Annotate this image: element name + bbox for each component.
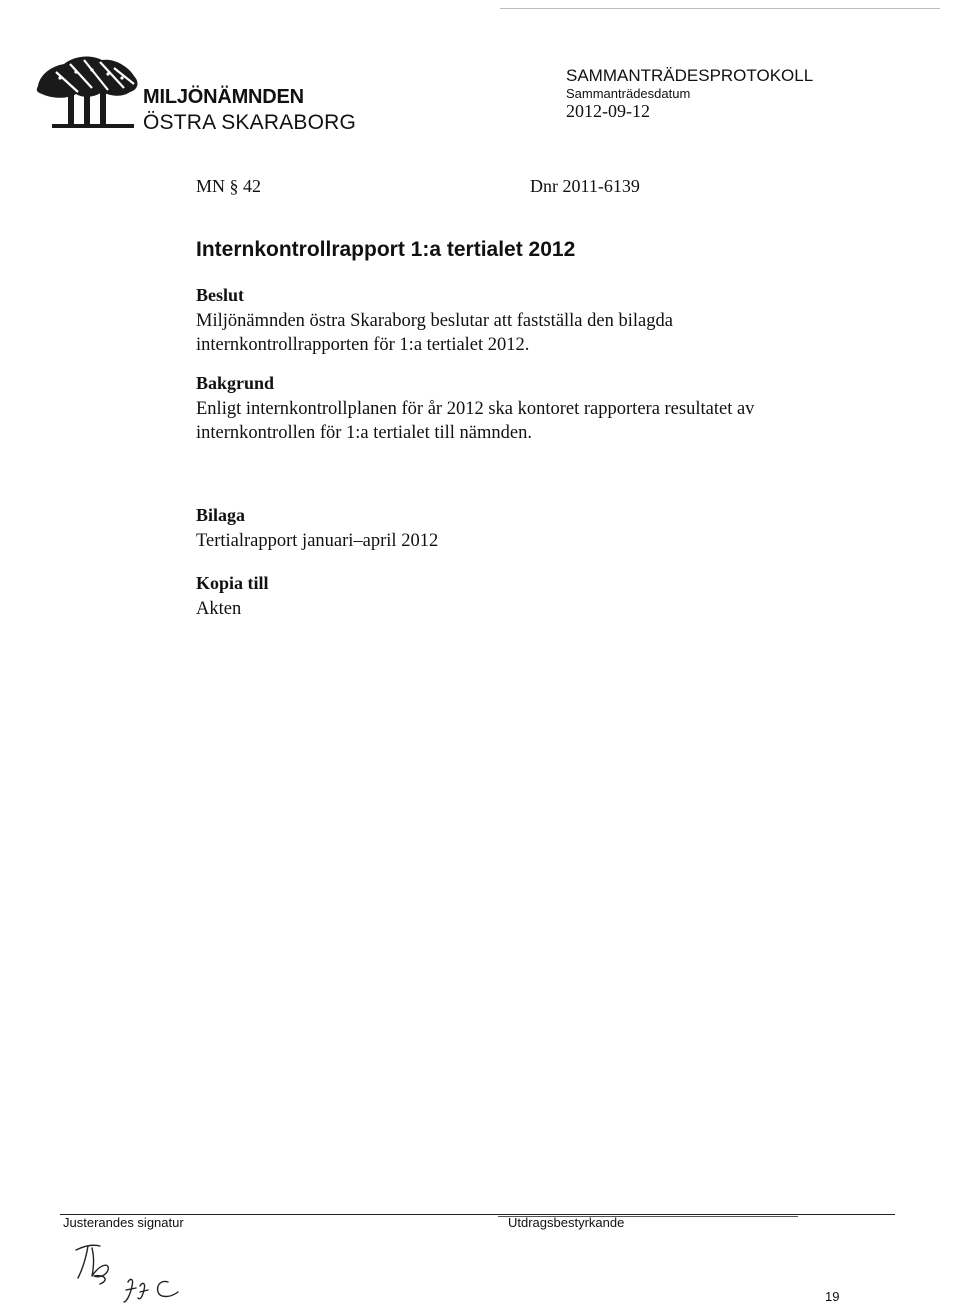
handwritten-initials-icon bbox=[70, 1236, 190, 1308]
copy-to-text: Akten bbox=[196, 599, 242, 619]
copy-to-heading: Kopia till bbox=[196, 573, 269, 593]
meeting-date: 2012-09-12 bbox=[566, 101, 650, 121]
protocol-title: SAMMANTRÄDESPROTOKOLL bbox=[566, 66, 814, 85]
tree-logo-icon bbox=[30, 48, 142, 136]
organization-region: ÖSTRA SKARABORG bbox=[143, 111, 357, 134]
decision-heading: Beslut bbox=[196, 285, 245, 305]
certifier-label: Utdragsbestyrkande bbox=[508, 1215, 625, 1230]
paragraph-number: MN § 42 bbox=[196, 176, 262, 196]
page-number: 19 bbox=[825, 1289, 840, 1304]
meeting-date-label: Sammanträdesdatum bbox=[566, 86, 691, 101]
attachment-text: Tertialrapport januari–april 2012 bbox=[196, 531, 439, 551]
footer-divider bbox=[60, 1214, 895, 1215]
decision-text: Miljönämnden östra Skaraborg beslutar att fastställa den bilagda internkontrollrapporten för 1:a tertialet 2012. bbox=[196, 311, 673, 355]
background-heading: Bakgrund bbox=[196, 373, 275, 393]
top-scan-line bbox=[500, 8, 940, 9]
attachment-heading: Bilaga bbox=[196, 505, 246, 525]
organization-name: MILJÖNÄMNDEN bbox=[143, 86, 304, 108]
background-text: Enligt internkontrollplanen för år 2012 ska kontoret rapportera resultatet av internkontrollen för 1:a tertialet till nämnden. bbox=[196, 399, 755, 443]
case-number: Dnr 2011-6139 bbox=[530, 176, 640, 196]
document-title: Internkontrollrapport 1:a tertialet 2012 bbox=[196, 238, 576, 261]
signature-label: Justerandes signatur bbox=[63, 1215, 184, 1230]
